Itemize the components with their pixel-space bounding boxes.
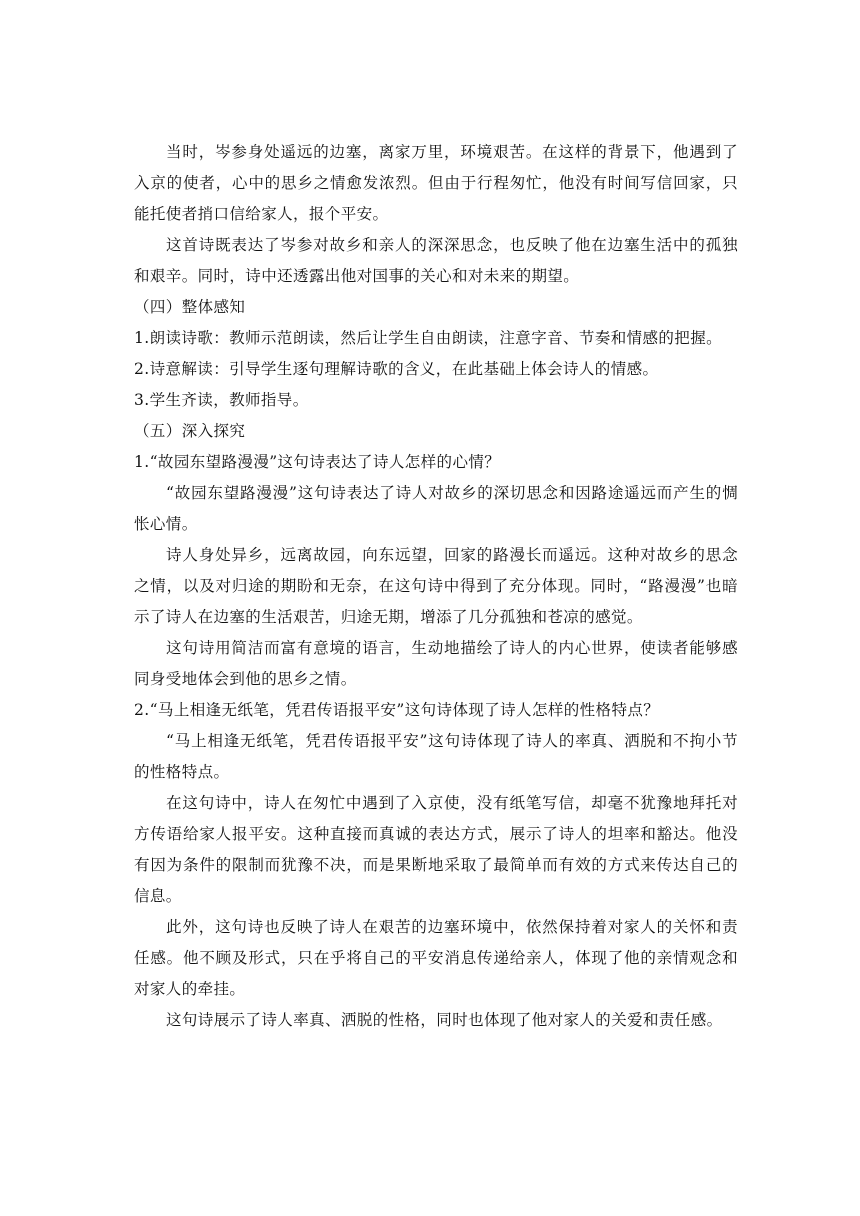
paragraph: “马上相逢无纸笔，凭君传语报平安”这句诗体现了诗人的率真、洒脱和不拘小节的性格特点。 (134, 732, 738, 781)
paragraph: 这首诗既表达了岑参对故乡和亲人的深深思念，也反映了他在边塞生活中的孤独和艰辛。同时，诗中还透露出他对国事的关心和对未来的期望。 (134, 236, 738, 285)
list-item: 2.诗意解读：引导学生逐句理解诗歌的含义，在此基础上体会诗人的情感。 (134, 360, 659, 378)
section-heading: （五）深入探究 (134, 422, 246, 440)
paragraph: 这句诗展示了诗人率真、洒脱的性格，同时也体现了他对家人的关爱和责任感。 (166, 1011, 723, 1029)
paragraph: 在这句诗中，诗人在匆忙中遇到了入京使，没有纸笔写信，却毫不犹豫地拜托对方传语给家人报平安。这种直接而真诚的表达方式，展示了诗人的坦率和豁达。他没有因为条件的限制而犹豫不决，而是果断地采取了最简单而有效的方式来传达自己的信息。 (134, 794, 738, 905)
paragraph: 诗人身处异乡，远离故园，向东远望，回家的路漫长而遥远。这种对故乡的思念之情，以及对归途的期盼和无奈，在这句诗中得到了充分体现。同时，“路漫漫”也暗示了诗人在边塞的生活艰苦，归途无期，增添了几分孤独和苍凉的感觉。 (134, 546, 738, 626)
list-item: 1.朗读诗歌：教师示范朗读，然后让学生自由朗读，注意字音、节奏和情感的把握。 (134, 329, 722, 347)
paragraph: 此外，这句诗也反映了诗人在艰苦的边塞环境中，依然保持着对家人的关怀和责任感。他不顾及形式，只在乎将自己的平安消息传递给亲人，体现了他的亲情观念和对家人的牵挂。 (134, 918, 738, 998)
question-item: 1.“故园东望路漫漫”这句诗表达了诗人怎样的心情？ (134, 453, 501, 471)
paragraph: “故园东望路漫漫”这句诗表达了诗人对故乡的深切思念和因路途遥远而产生的惆怅心情。 (134, 484, 738, 533)
paragraph: 这句诗用简洁而富有意境的语言，生动地描绘了诗人的内心世界，使读者能够感同身受地体会到他的思乡之情。 (134, 639, 738, 688)
question-item: 2.“马上相逢无纸笔，凭君传语报平安”这句诗体现了诗人怎样的性格特点？ (134, 701, 660, 719)
paragraph: 当时，岑参身处遥远的边塞，离家万里，环境艰苦。在这样的背景下，他遇到了入京的使者，心中的思乡之情愈发浓烈。但由于行程匆忙，他没有时间写信回家，只能托使者捎口信给家人，报个平安。 (134, 143, 738, 223)
document-body (134, 137, 738, 1036)
section-heading: （四）整体感知 (134, 298, 246, 316)
list-item: 3.学生齐读，教师指导。 (134, 391, 309, 409)
